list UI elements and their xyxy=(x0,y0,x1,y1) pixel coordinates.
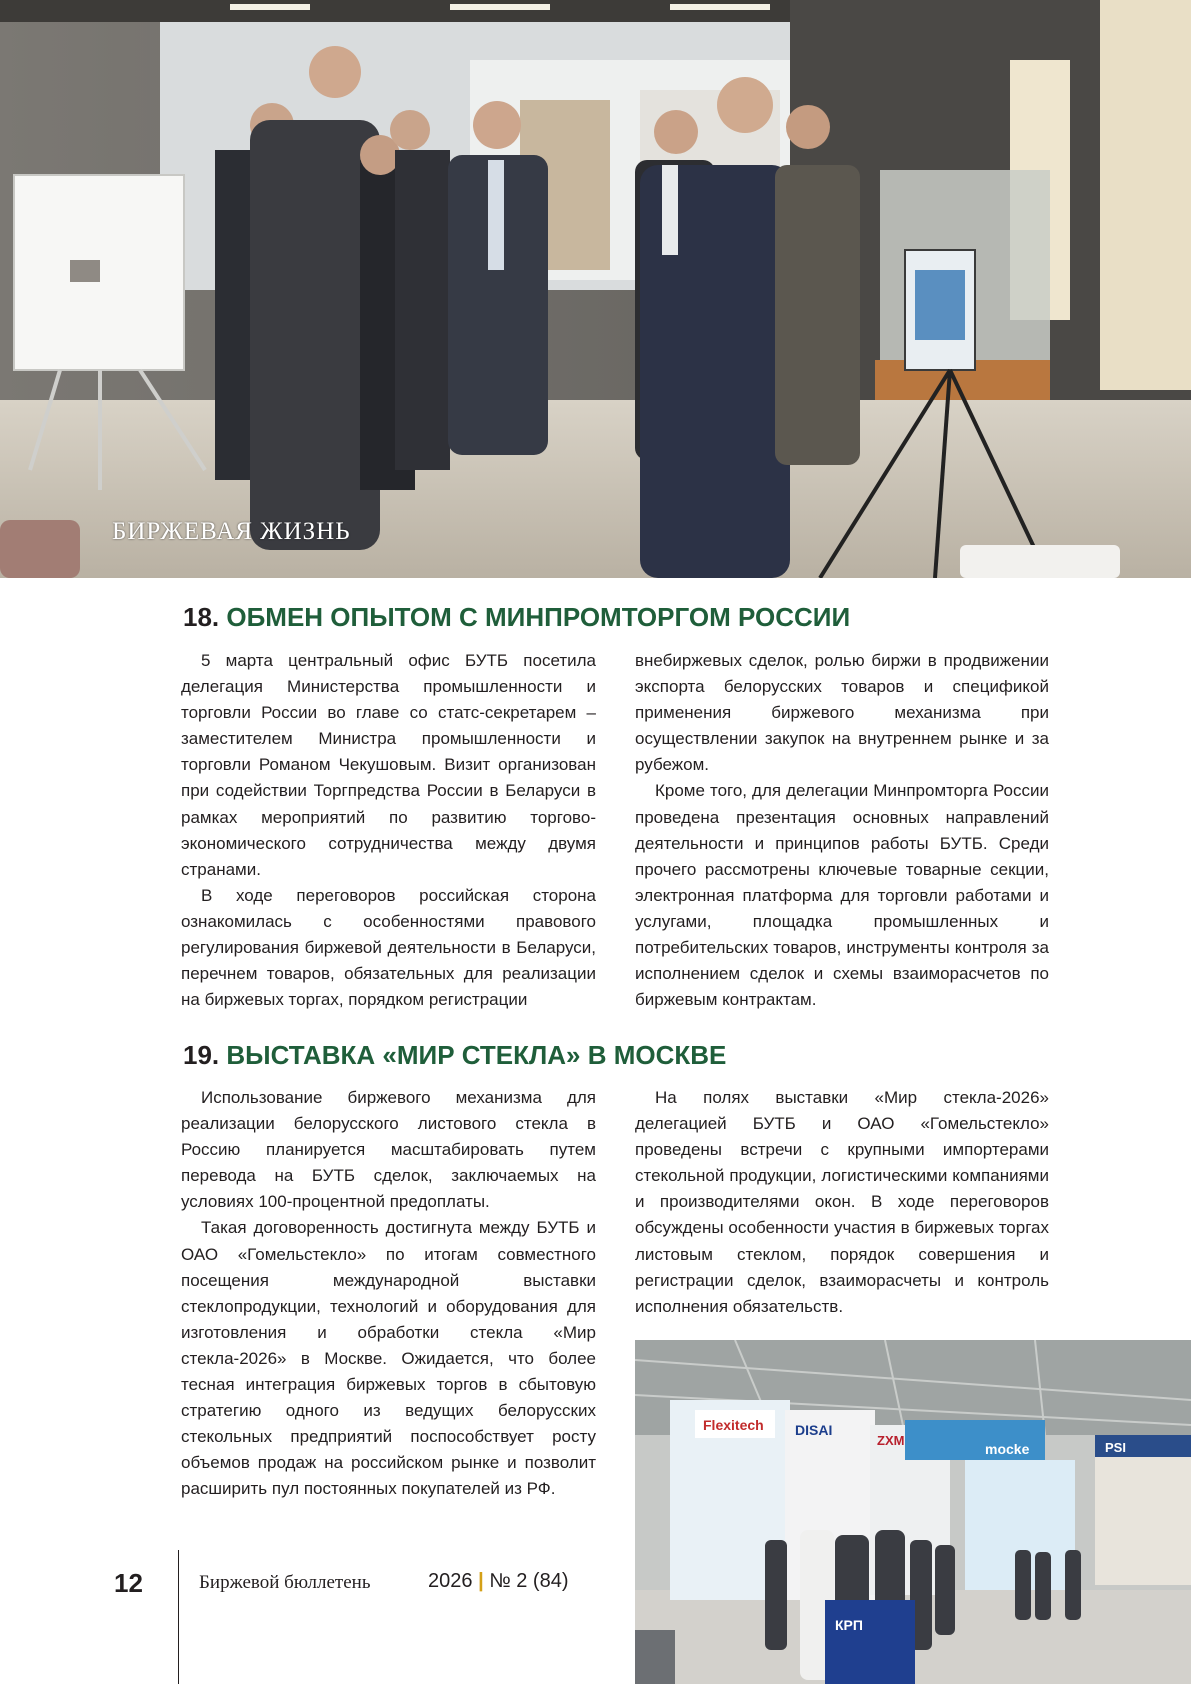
article-18-left-column xyxy=(181,648,596,1013)
article-18-number: 18. xyxy=(183,602,220,632)
booth-sign-disai: DISAI xyxy=(795,1422,833,1438)
article-19-title: ВЫСТАВКА «МИР СТЕКЛА» В МОСКВЕ xyxy=(226,1040,727,1070)
article-19-paragraph: Такая договоренность достигнута между БУТБ и ОАО «Гомельстекло» по итогам совместного посещения международной выставки стеклопродукции, технологий и оборудования для изготовления и обработки стекла «Мир стекла-2026» в Москве. Ожидается, что более тесная интеграция биржевых торгов в сбытовую стратегию одного из ведущих белорусских стекольных предприятий поспособствует росту объемов продаж на российском рынке и позволит расширить пул постоянных покупателей из РФ. xyxy=(181,1218,596,1499)
article-18-right-column xyxy=(635,648,1049,1013)
booth-sign-psi: PSI xyxy=(1105,1440,1126,1455)
issue-info xyxy=(428,1570,569,1593)
issue-year: 2026 xyxy=(428,1570,473,1592)
article-19-number: 19. xyxy=(183,1040,220,1070)
booth-sign-mocke: mocke xyxy=(985,1441,1030,1457)
article-18-heading xyxy=(183,602,850,633)
article-19-left-column xyxy=(181,1085,596,1503)
publication-name: Биржевой бюллетень xyxy=(199,1572,371,1593)
page-number: 12 xyxy=(114,1568,143,1598)
article-19-heading xyxy=(183,1040,726,1071)
footer-divider xyxy=(178,1550,179,1684)
booth-sign-krp: КРП xyxy=(835,1617,863,1633)
article-18-paragraph: В ходе переговоров российская сторона ознакомилась с особенностями правового регулирования биржевой деятельности в Беларуси, перечнем товаров, обязательных для реализации на биржевых торгах, порядком регистрации xyxy=(181,885,596,1010)
issue-number: № 2 (84) xyxy=(489,1570,569,1592)
article-18-paragraph: внебиржевых сделок, ролью биржи в продвижении экспорта белорусских товаров и спецификой применения биржевого механизма при осуществлении закупок на внутреннем рынке и за рубежом. xyxy=(635,651,1049,775)
article-19-paragraph: Использование биржевого механизма для реализации белорусского листового стекла в Россию планируется масштабировать путем перевода на БУТБ сделок, заключаемых на условиях 100-процентной предоплаты. xyxy=(181,1088,596,1212)
exhibition-photo xyxy=(635,1340,1191,1684)
exhibition-photo-illustration xyxy=(635,1340,1191,1684)
booth-sign-flexitech: Flexitech xyxy=(703,1417,764,1433)
delegation-photo-illustration xyxy=(0,0,1191,578)
section-label: БИРЖЕВАЯ ЖИЗНЬ xyxy=(112,518,351,545)
article-18-paragraph: Кроме того, для делегации Минпромторга России проведена презентация основных направлений деятельности и принципов работы БУТБ. Среди прочего рассмотрены ключевые товарные секции, электронная платформа для торговли работами и услугами, площадка промышленных и потребительских товаров, инструменты контроля за исполнением сделок и схемы взаиморасчетов по биржевым контрактам. xyxy=(635,781,1049,1010)
delegation-photo xyxy=(0,0,1191,578)
article-19-paragraph: На полях выставки «Мир стекла-2026» делегацией БУТБ и ОАО «Гомельстекло» проведены встречи с крупными импортерами стекольной продукции, логистическими компаниями и производителями окон. В ходе переговоров обсуждены особенности участия в биржевых торгах листовым стеклом, порядок совершения и регистрации сделок, взаиморасчеты и контроль исполнения обязательств. xyxy=(635,1088,1049,1316)
issue-separator: | xyxy=(478,1570,484,1592)
article-18-title: ОБМЕН ОПЫТОМ С МИНПРОМТОРГОМ РОССИИ xyxy=(226,602,851,632)
article-19-right-column xyxy=(635,1085,1049,1320)
booth-sign-zxm: ZXM xyxy=(877,1433,905,1448)
article-18-paragraph: 5 марта центральный офис БУТБ посетила делегация Министерства промышленности и торговли России во главе со статс-секретарем – заместителем Министра промышленности и торговли Романом Чекушовым. Визит организован при содействии Торгпредства России в Беларуси в рамках мероприятий по развитию торгово-экономического сотрудничества между двумя странами. xyxy=(181,651,596,879)
